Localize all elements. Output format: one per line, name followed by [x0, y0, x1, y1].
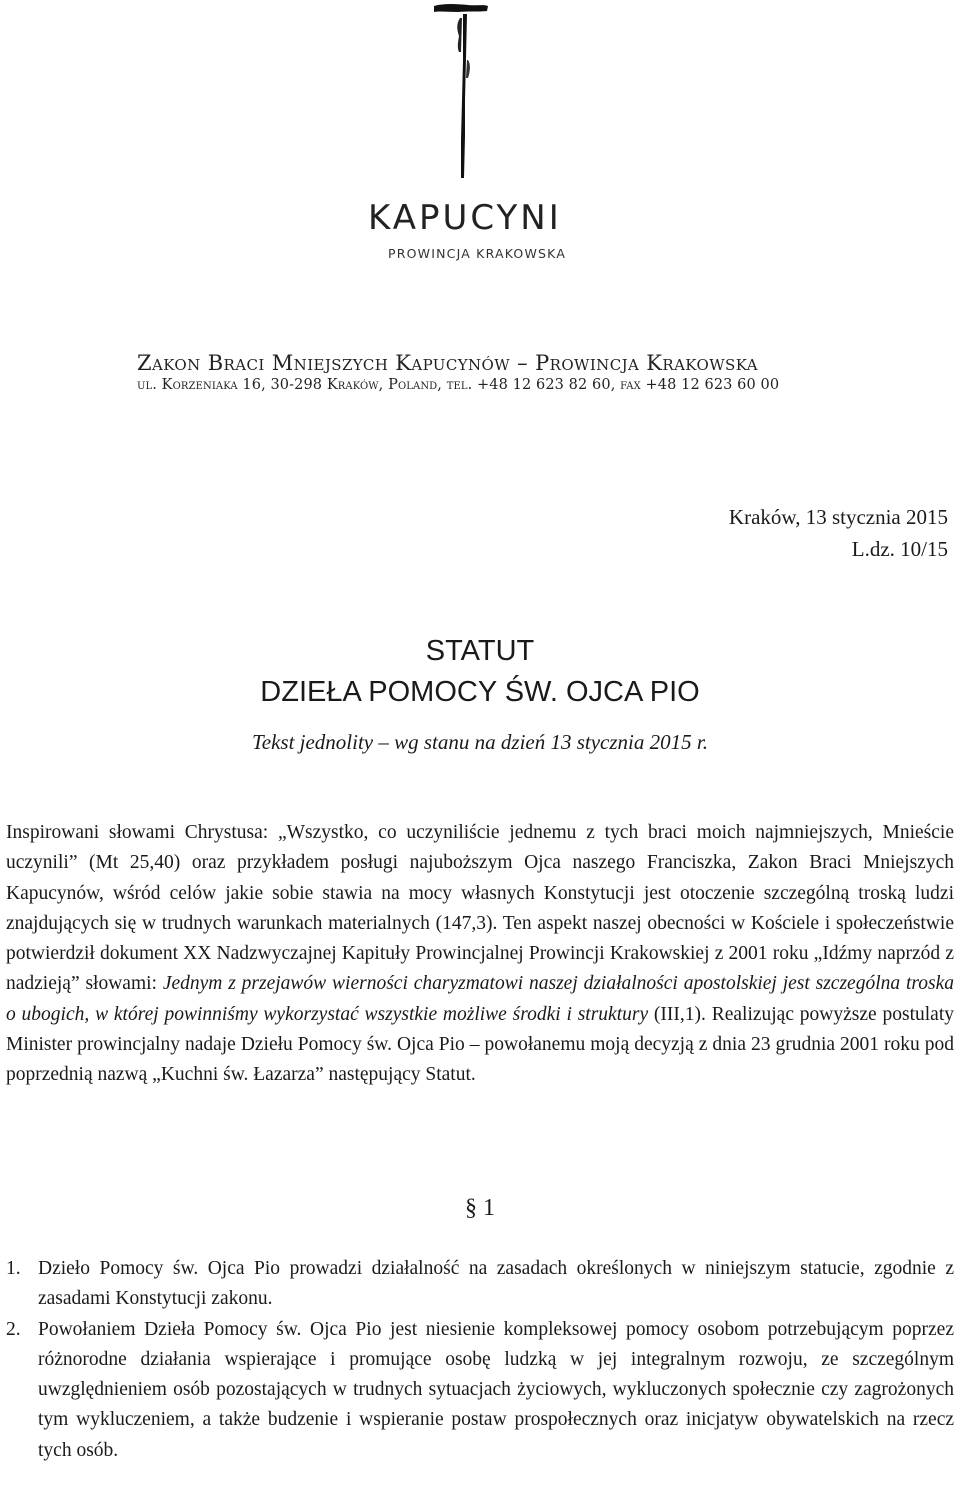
list-item-number: 1.: [6, 1258, 21, 1279]
letterhead-organization: Zakon Braci Mniejszych Kapucynów – Prowincja Krakowska: [137, 351, 758, 375]
document-subtitle: Tekst jednolity – wg stanu na dzień 13 stycznia 2015 r.: [252, 730, 708, 754]
list-item-number: 2.: [6, 1318, 21, 1340]
list-item-text: Dzieło Pomocy św. Ojca Pio prowadzi działalność na zasadach określonych w niniejszym statucie, zgodnie z zasadami Konstytucji zakonu.: [38, 1258, 954, 1310]
intro-quote: Jednym z przejawów wierności charyzmatowi naszej działalności apostolskiej jest szczególna troska o ubogich, w której powinniśmy wykorzystać wszystkie możliwe środki i struktury: [6, 973, 955, 1025]
section-items: [6, 1254, 954, 1466]
document-title: STATUT: [425, 635, 535, 667]
document-title-line2: DZIEŁA POMOCY ŚW. OJCA PIO: [260, 676, 700, 708]
brand-name: KAPUCYNI: [368, 198, 562, 238]
intro-text-part2: (III,1). Realizując powyższe postulaty Minister prowincjalny nadaje Dziełu Pomocy św. Ojca Pio – powołanemu moją decyzją z dnia 23 grudnia 2001 roku pod poprzednią nazwą „Kuchni św. Łazarza” następujący Statut.: [6, 1003, 954, 1086]
intro-text-part1: Inspirowani słowami Chrystusa: „Wszystko, co uczyniliście jednemu z tych braci moich najmniejszych, Mnieście uczynili” (Mt 25,40) oraz przykładem posługi najuboższym Ojca naszego Franciszka, Zakon Braci Mniejszych Kapucynów, wśród celów jakie sobie stawia na mocy własnych Konstytucji jest otoczenie szczególną troską ludzi znajdujących się w trudnych warunkach materialnych (147,3). Ten aspekt naszej obecności w Kościele i społeczeństwie potwierdził dokument XX Nadzwyczajnej Kapituły Prowincjalnej Prowincji Krakowskiej z 2001 roku „Idźmy naprzód z nadzieją” słowami:: [6, 822, 954, 995]
intro-paragraph: [6, 818, 954, 1091]
reference-number: L.dz. 10/15: [851, 537, 948, 561]
section-heading: § 1: [465, 1195, 495, 1221]
list-item: [6, 1254, 954, 1315]
list-item-text: Powołaniem Dzieła Pomocy św. Ojca Pio jest niesienie kompleksowej pomocy osobom potrzebującym poprzez różnorodne działania wspierające i promujące osobę ludzką w jej integralnym rozwoju, ze szczególnym uwzględnieniem osób pozostających w trudnych sytuacjach życiowych, wykluczonych społecznie czy zagrożonych tym wykluczeniem, a także budzenie i wspieranie postaw prospołecznych oraz inicjatyw obywatelskich na rzecz tych osób.: [38, 1318, 954, 1461]
list-item: [6, 1315, 954, 1466]
brand-subtitle: PROWINCJA KRAKOWSKA: [388, 246, 567, 261]
tau-cross-brush-icon: [430, 0, 490, 180]
letterhead-address: ul. Korzeniaka 16, 30-298 Kraków, Poland, tel. +48 12 623 82 60, fax +48 12 623 60 00: [137, 377, 780, 393]
place-date: Kraków, 13 stycznia 2015: [728, 505, 948, 529]
